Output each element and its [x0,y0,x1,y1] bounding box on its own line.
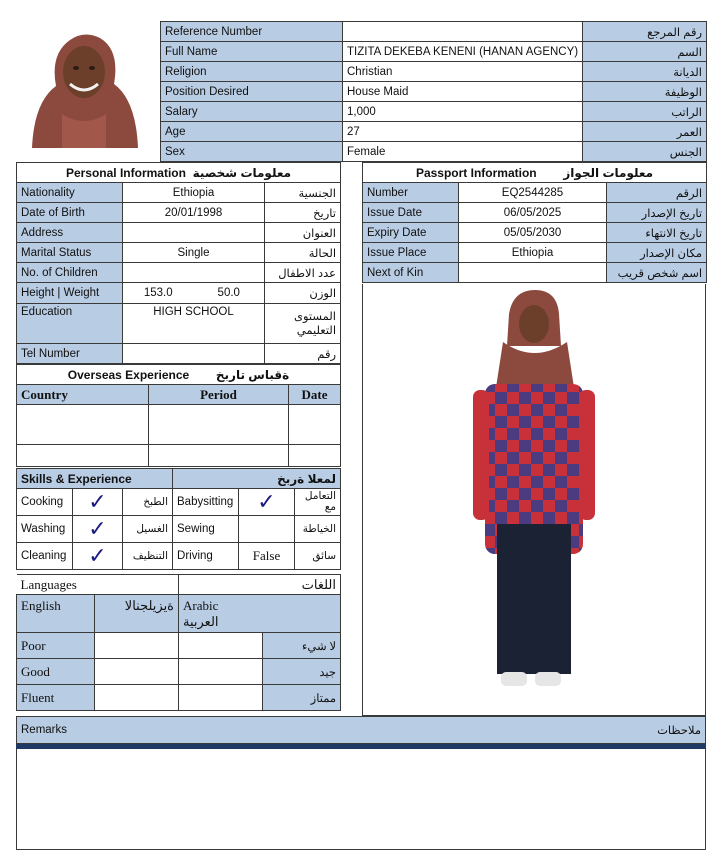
passport-info-title: Passport Information معلومات الجواز [363,163,707,183]
tel-value [123,344,265,364]
personal-value: Ethiopia [123,183,265,203]
languages-title: Languages [17,575,179,595]
personal-info-title: Personal Information معلومات شخصية [17,163,341,183]
passport-row [363,243,707,263]
passport-row [363,203,707,223]
personal-label-ar: تاريخ [265,203,341,223]
skill-label-ar: الطبخ [123,489,173,516]
passport-value: EQ2544285 [459,183,607,203]
skill-label: Sewing [173,516,239,543]
skill-check: ✓ [239,489,295,516]
skill-label-ar: التنظيف [123,543,173,570]
personal-label: Marital Status [17,243,123,263]
remarks-bar [16,716,706,744]
header-label-ar: العمر [583,122,707,142]
passport-label: Issue Date [363,203,459,223]
personal-row [17,263,341,283]
passport-row [363,183,707,203]
overseas-cell [149,445,289,467]
language-level-english [95,685,179,711]
education-value: HIGH SCHOOL [123,304,265,344]
remarks-label-ar: ملاحظات [657,725,701,737]
overseas-cell [289,445,341,467]
language-level-label-ar: جيد [263,659,341,685]
language-level-label: Fluent [17,685,95,711]
languages-table [16,574,341,711]
weight-value: 50.0 [217,287,240,299]
language-level-row [17,633,341,659]
header-label-ar: الديانة [583,62,707,82]
header-value [343,22,583,42]
language-level-arabic [179,659,263,685]
skill-row [17,516,341,543]
skill-label: Washing [17,516,73,543]
skill-label: Cleaning [17,543,73,570]
overseas-cell [149,405,289,445]
header-label-ar: الجنس [583,142,707,162]
personal-info-table [16,162,341,364]
skills-title-ar: لمعلا ةربخ [173,469,341,489]
header-label-ar: رقم المرجع [583,22,707,42]
full-body-photo [362,284,706,716]
skill-check: ✓ [73,516,123,543]
lang-english: English [17,595,95,633]
passport-label: Next of Kin [363,263,459,283]
header-label: Reference Number [161,22,343,42]
header-label: Position Desired [161,82,343,102]
header-row [161,22,707,42]
personal-row [17,203,341,223]
header-row [161,122,707,142]
passport-label-ar: تاريخ الإصدار [607,203,707,223]
skill-label-ar: التعامل مع [295,489,341,516]
skill-row [17,489,341,516]
education-label: Education [17,304,123,344]
header-value: Christian [343,62,583,82]
personal-value [123,223,265,243]
remarks-label: Remarks [21,724,68,736]
overseas-title: Overseas Experience ةقباس تاربخ [17,365,341,385]
header-row [161,62,707,82]
language-level-label: Good [17,659,95,685]
passport-label: Expiry Date [363,223,459,243]
personal-row [17,243,341,263]
language-level-row [17,685,341,711]
overseas-cell [17,405,149,445]
personal-value [123,263,265,283]
header-value: 1,000 [343,102,583,122]
header-value: House Maid [343,82,583,102]
personal-label-ar: العنوان [265,223,341,243]
height-weight-ar: الوزن [265,283,341,304]
header-row [161,82,707,102]
passport-value: 05/05/2030 [459,223,607,243]
language-level-label-ar: لا شيء [263,633,341,659]
skill-check: False [239,543,295,570]
skill-check: ✓ [73,543,123,570]
passport-value [459,263,607,283]
personal-row [17,183,341,203]
header-label: Sex [161,142,343,162]
header-row [161,42,707,62]
personal-value: 20/01/1998 [123,203,265,223]
language-level-english [95,659,179,685]
header-label-ar: السم [583,42,707,62]
header-value: Female [343,142,583,162]
lang-arabic: Arabic العربية [179,595,341,633]
remarks-area [16,749,706,850]
language-level-label-ar: ممتاز [263,685,341,711]
passport-label-ar: تاريخ الانتهاء [607,223,707,243]
language-level-label: Poor [17,633,95,659]
language-level-arabic [179,633,263,659]
passport-row [363,263,707,283]
header-label: Age [161,122,343,142]
passport-label-ar: اسم شخص قريب [607,263,707,283]
skill-check [239,516,295,543]
passport-label-ar: الرقم [607,183,707,203]
personal-label: Nationality [17,183,123,203]
header-label: Full Name [161,42,343,62]
education-ar: المستوى التعليمي [265,304,341,344]
skill-label: Babysitting [173,489,239,516]
personal-value: Single [123,243,265,263]
skills-table [16,468,341,570]
header-label-ar: الوظيفة [583,82,707,102]
personal-label: Date of Birth [17,203,123,223]
personal-label-ar: الجنسية [265,183,341,203]
language-level-row [17,659,341,685]
skill-label-ar: الغسيل [123,516,173,543]
header-label-ar: الراتب [583,102,707,122]
languages-title-ar: اللغات [179,575,341,595]
skill-row [17,543,341,570]
overseas-cell [17,445,149,467]
skill-check: ✓ [73,489,123,516]
header-row [161,142,707,162]
language-level-arabic [179,685,263,711]
header-value: TIZITA DEKEBA KENENI (HANAN AGENCY) [343,42,583,62]
height-weight-label: Height | Weight [17,283,123,304]
skill-label: Driving [173,543,239,570]
passport-value: Ethiopia [459,243,607,263]
header-table [160,21,707,162]
personal-label: Address [17,223,123,243]
header-value: 27 [343,122,583,142]
skills-title: Skills & Experience [17,469,173,489]
skill-label: Cooking [17,489,73,516]
header-row [161,102,707,122]
overseas-cell [289,405,341,445]
personal-label-ar: عدد الاطفال [265,263,341,283]
headshot-photo [22,24,146,148]
passport-value: 06/05/2025 [459,203,607,223]
passport-label: Issue Place [363,243,459,263]
personal-label: No. of Children [17,263,123,283]
overseas-col-period: Period [149,385,289,405]
passport-info-table [362,162,707,283]
language-level-english [95,633,179,659]
passport-row [363,223,707,243]
tel-ar: رقم [265,344,341,364]
overseas-table [16,364,341,467]
overseas-col-country: Country [17,385,149,405]
passport-label: Number [363,183,459,203]
header-label: Salary [161,102,343,122]
overseas-col-date: Date [289,385,341,405]
header-label: Religion [161,62,343,82]
personal-row [17,223,341,243]
height-value: 153.0 [143,287,173,299]
personal-label-ar: الحالة [265,243,341,263]
skill-label-ar: سائق [295,543,341,570]
lang-english-ar: ةيزيلجنالا [95,595,179,633]
skill-label-ar: الخياطة [295,516,341,543]
passport-label-ar: مكان الإصدار [607,243,707,263]
tel-label: Tel Number [17,344,123,364]
